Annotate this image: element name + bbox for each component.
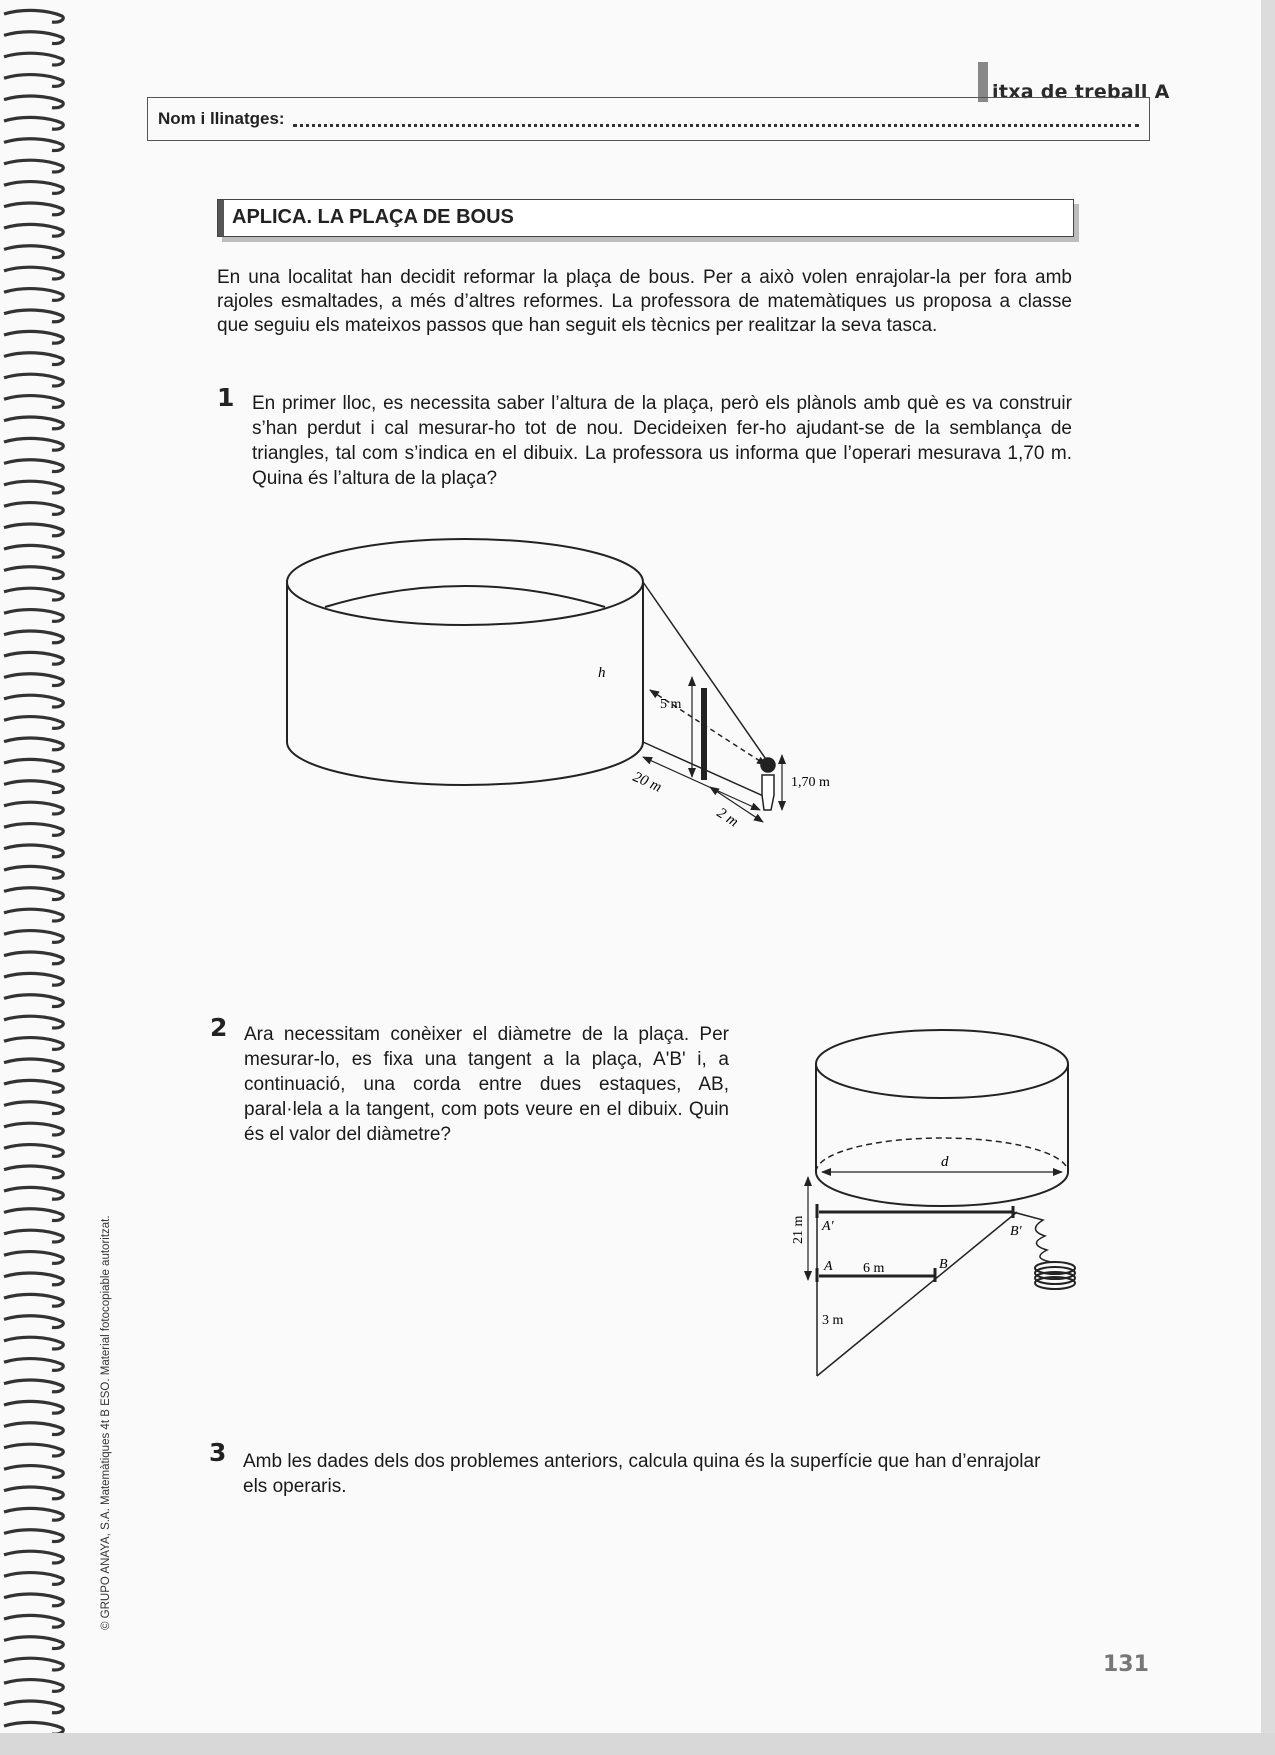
spiral-coil bbox=[4, 331, 63, 343]
spiral-coil bbox=[4, 952, 63, 964]
label-1-70m: 1,70 m bbox=[791, 775, 830, 790]
spiral-coil bbox=[4, 117, 63, 129]
spiral-coil bbox=[4, 888, 63, 900]
spiral-coil bbox=[4, 1102, 63, 1114]
spiral-coil bbox=[4, 802, 63, 814]
label-h: h bbox=[598, 665, 606, 681]
spiral-coil bbox=[4, 1573, 63, 1585]
spiral-coil bbox=[4, 96, 63, 108]
page-number: 131 bbox=[1103, 1652, 1149, 1677]
spiral-coil bbox=[4, 1209, 63, 1221]
spiral-coil bbox=[4, 695, 63, 707]
label-3m: 3 m bbox=[822, 1313, 844, 1328]
intro-paragraph: En una localitat han decidit reformar la plaça de bous. Per a això volen enrajolar-la per fora amb rajoles esmaltades, a més d’altres reformes. La professora de matemàtiques us proposa a classe que seguiu els mateixos passos que han seguit els tècnics per realitzar la seva tasca. bbox=[217, 267, 1072, 336]
cylinder-top-ellipse bbox=[816, 1030, 1068, 1098]
spiral-coil bbox=[4, 717, 63, 729]
question-3-number: 3 bbox=[209, 1438, 227, 1467]
question-2-number: 2 bbox=[210, 1013, 228, 1042]
question-1-text: En primer lloc, es necessita saber l’altura de la plaça, però els plànols amb què es va construir s’han perdut i cal mesurar-ho tot de nou. Decideixen fer-ho ajudant-se de la semblança de triangles, tal com s’indica en el dibuix. La professora us informa que l’operari mesurava 1,70 m. Quina és l’altura de la plaça? bbox=[252, 393, 1072, 489]
spiral-coil bbox=[4, 1038, 63, 1050]
spiral-coil bbox=[4, 53, 63, 65]
spiral-coil bbox=[4, 417, 63, 429]
spiral-coil bbox=[4, 246, 63, 258]
spiral-coil bbox=[4, 652, 63, 664]
person-figure bbox=[761, 758, 775, 810]
spiral-coil bbox=[4, 1466, 63, 1478]
spiral-coil bbox=[4, 524, 63, 536]
spiral-coil bbox=[4, 224, 63, 236]
figure-1-bullring-height bbox=[240, 525, 860, 835]
name-field-label: Nom i llinatges: bbox=[158, 109, 285, 128]
spiral-coil bbox=[4, 845, 63, 857]
spiral-coil bbox=[4, 1359, 63, 1371]
spiral-coil bbox=[4, 1658, 63, 1670]
spiral-coil bbox=[4, 1487, 63, 1499]
spiral-binding bbox=[0, 0, 80, 1755]
spiral-coil bbox=[4, 1080, 63, 1092]
spiral-coil bbox=[4, 75, 63, 87]
section-title-box bbox=[217, 199, 1074, 237]
spiral-coil bbox=[4, 374, 63, 386]
spiral-coil bbox=[4, 1123, 63, 1135]
spiral-coil bbox=[4, 310, 63, 322]
label-b-prime: B' bbox=[1010, 1224, 1022, 1239]
spiral-coil bbox=[4, 1059, 63, 1071]
spiral-coil bbox=[4, 10, 63, 22]
spiral-coil bbox=[4, 759, 63, 771]
label-5m: 5 m bbox=[660, 697, 682, 712]
question-2-text: Ara necessitam conèixer el diàmetre de la plaça. Per mesurar-lo, es fixa una tangent a la plaça, A'B' i, a continuació, una corda entre dues estaques, AB, paral·lela a la tangent, com pots veure en el dibuix. Quin és el valor del diàmetre? bbox=[244, 1024, 729, 1145]
spiral-coil bbox=[4, 503, 63, 515]
spiral-coil bbox=[4, 32, 63, 44]
label-a: A bbox=[824, 1259, 833, 1274]
spiral-coil bbox=[4, 1380, 63, 1392]
spiral-coil bbox=[4, 1337, 63, 1349]
label-2m: 2 m bbox=[713, 804, 742, 831]
bullring-base-arc bbox=[287, 742, 643, 785]
spiral-coil bbox=[4, 460, 63, 472]
label-20m: 20 m bbox=[630, 769, 664, 796]
triangle-hypotenuse bbox=[817, 1212, 1017, 1376]
spiral-coil bbox=[4, 1508, 63, 1520]
spiral-coil bbox=[4, 995, 63, 1007]
copyright-text: © GRUPO ANAYA, S.A. Matemàtiques 4t B ESO. Material fotocopiable autoritzat. bbox=[100, 1215, 112, 1630]
spiral-coil bbox=[4, 1551, 63, 1563]
worksheet-tag-title: itxa de treball A bbox=[992, 81, 1170, 103]
spiral-coil bbox=[4, 438, 63, 450]
spiral-coil bbox=[4, 909, 63, 921]
spiral-coil bbox=[4, 1016, 63, 1028]
label-a-prime: A' bbox=[822, 1219, 834, 1234]
cylinder-base-front bbox=[816, 1172, 1068, 1206]
spiral-coil bbox=[4, 1252, 63, 1264]
spiral-coil bbox=[4, 866, 63, 878]
spiral-coil bbox=[4, 182, 63, 194]
bullring-inner-rim bbox=[325, 586, 605, 607]
spiral-coil bbox=[4, 1680, 63, 1692]
section-title-bar bbox=[218, 200, 224, 236]
spiral-coil bbox=[4, 396, 63, 408]
page-edge-bottom bbox=[0, 1733, 1275, 1755]
spiral-coil bbox=[4, 781, 63, 793]
spiral-coil bbox=[4, 289, 63, 301]
question-3-text: Amb les dades dels dos problemes anteriors, calcula quina és la superfície que han d’enrajolar els operaris. bbox=[243, 1451, 1041, 1497]
spiral-coil bbox=[4, 160, 63, 172]
spiral-coil bbox=[4, 1187, 63, 1199]
label-6m: 6 m bbox=[863, 1261, 885, 1276]
spiral-coil bbox=[4, 631, 63, 643]
spiral-coil bbox=[4, 674, 63, 686]
spiral-coil bbox=[4, 1423, 63, 1435]
label-b: B bbox=[939, 1257, 948, 1272]
spiral-coil bbox=[4, 1701, 63, 1713]
question-1-number: 1 bbox=[217, 383, 235, 412]
worksheet-tag bbox=[978, 62, 1170, 102]
spiral-coil bbox=[4, 610, 63, 622]
spiral-coil bbox=[4, 1401, 63, 1413]
bullring-top-ellipse bbox=[287, 539, 643, 625]
spiral-coil bbox=[4, 567, 63, 579]
measuring-pole bbox=[701, 688, 707, 780]
spiral-coil bbox=[4, 1230, 63, 1242]
spiral-coil bbox=[4, 738, 63, 750]
spiral-coil bbox=[4, 481, 63, 493]
spiral-coil bbox=[4, 139, 63, 151]
spiral-coil bbox=[4, 1615, 63, 1627]
spiral-coil bbox=[4, 545, 63, 557]
spiral-coil bbox=[4, 1316, 63, 1328]
spiral-coil bbox=[4, 353, 63, 365]
spiral-coil bbox=[4, 824, 63, 836]
spiral-coil bbox=[4, 1444, 63, 1456]
section-title: APLICA. LA PLAÇA DE BOUS bbox=[232, 206, 514, 228]
name-field-box bbox=[147, 97, 1150, 141]
spiral-coil bbox=[4, 1166, 63, 1178]
spiral-coil bbox=[4, 203, 63, 215]
spiral-coil bbox=[4, 973, 63, 985]
worksheet-tag-initial bbox=[978, 62, 988, 102]
label-d: d bbox=[941, 1154, 949, 1170]
spiral-coil bbox=[4, 1594, 63, 1606]
spiral-coil bbox=[4, 1637, 63, 1649]
name-field-line[interactable] bbox=[293, 112, 1139, 127]
label-21m: 21 m bbox=[791, 1215, 806, 1244]
spiral-coil bbox=[4, 588, 63, 600]
rope-coil bbox=[1035, 1262, 1075, 1289]
spiral-coil bbox=[4, 931, 63, 943]
spiral-coil bbox=[4, 1530, 63, 1542]
spiral-coil bbox=[4, 1145, 63, 1157]
spiral-coil bbox=[4, 1273, 63, 1285]
spiral-coil bbox=[4, 1294, 63, 1306]
figure-2-bullring-diameter bbox=[791, 1022, 1085, 1387]
spiral-coil bbox=[4, 267, 63, 279]
page-edge-right bbox=[1261, 0, 1275, 1755]
